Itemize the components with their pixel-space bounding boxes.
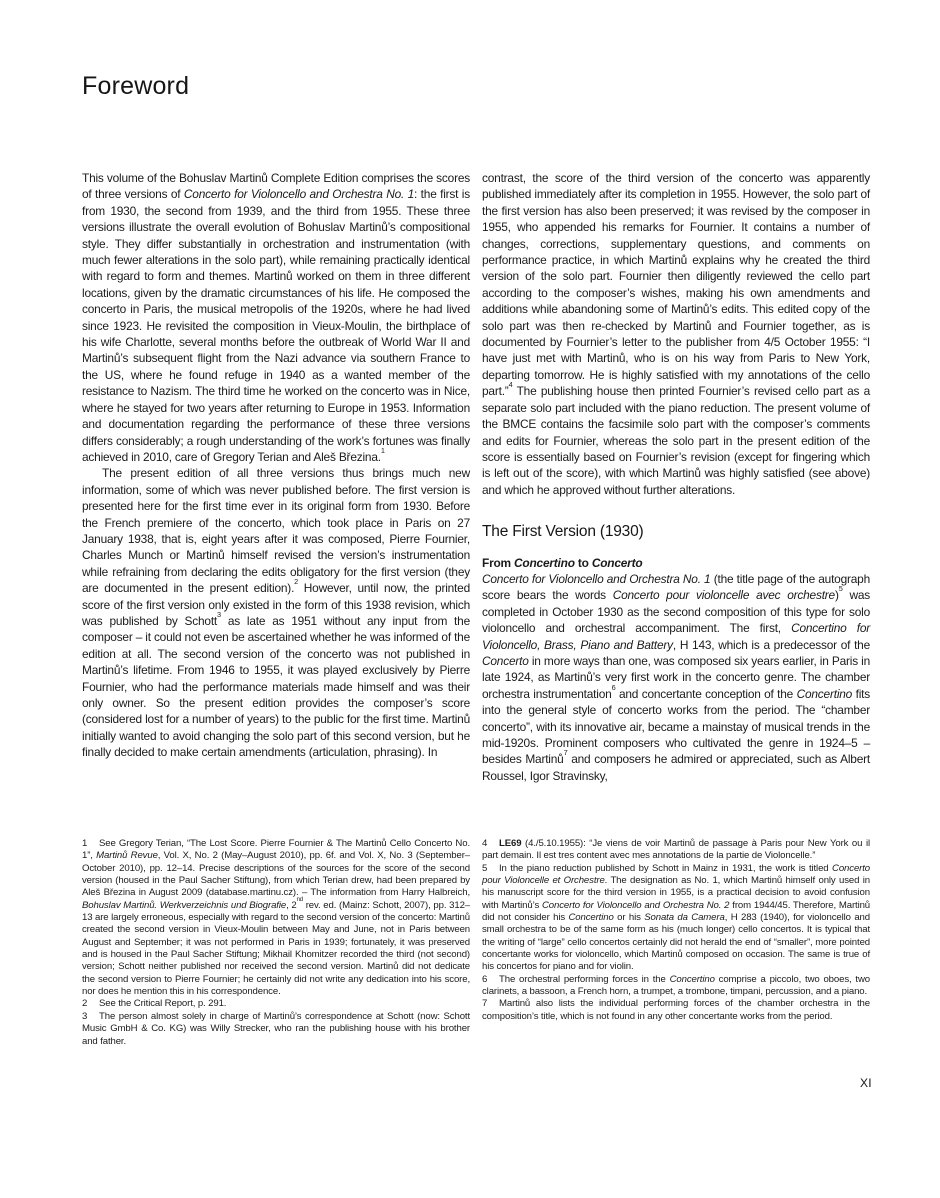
footnote-number: 4 bbox=[482, 838, 488, 849]
footnote bbox=[482, 974, 870, 999]
footnote-text: Martinů also lists the individual performing forces of the chamber orchestra in the composition’s title, which is not found in any other concertante works from the period. bbox=[482, 998, 870, 1022]
footnote-number: 6 bbox=[482, 973, 488, 985]
body-paragraph: This volume of the Bohuslav Martinů Complete Edition comprises the scores of three versions of Concerto for Violoncello and Orchestra No. 1: the first is from 1930, the second from 1939, and the third from 1955. These three versions illustrate the overall evolution of Bohuslav Martinů’s compositional style. They differ substantially in orchestration and instrumentation (with much fewer alterations in the solo part), while remaining practically identical with regard to form and themes. Martinů worked on them in three different locations, given by the dramatic circumstances of his life. He composed the concerto in Paris, the musical metropolis of the 1920s, where he had lived since 1923. He revisited the composition in Vieux-Moulin, the birthplace of his wife Charlotte, several months before the outbreak of World War II and Martinů’s subsequent flight from the Nazi advance via southern France to the US, where he found refuge in 1940 as a wanted member of the resistance to Nazism. The third time he worked on the concerto was in Nice, where he stayed for two years after returning to Europe in 1953. Information and documentation regarding the performance of these three versions differs considerably; a rough understanding of the work’s fortunes was finally achieved in 2010, care of Gregory Terian and Aleš Březina.$^1$ bbox=[82, 171, 470, 464]
footnote bbox=[482, 838, 870, 863]
footnote-number: 2 bbox=[82, 998, 88, 1010]
footnote-text: See the Critical Report, p. 291. bbox=[99, 998, 227, 1010]
right-column-footnotes bbox=[482, 838, 870, 1023]
body-paragraph: Concerto for Violoncello and Orchestra No. 1 (the title page of the autograph score bears the words Concerto pour violoncelle avec orchestre)$^5$ was completed in October 1930 as the second composition of this type for solo violoncello and orchestral accompaniment. The first, Concertino for Violoncello, Brass, Piano and Battery, H 143, which is a predecessor of the Concerto in more ways than one, was composed six years earlier, in Paris in late 1924, as Martinů’s very first work in the concerto genre. The chamber orchestra instrumentation$^6$ and concertante conception of the Concertino fits into the general style of concerto works from the period. The “chamber concerto”, with its innovative air, became a mainstay of musical trends in the mid-1920s. Prominent composers who cultivated the genre in 1924–5 – besides Martinů$^7$ and composers he admired or appreciated, such as Albert Roussel, Igor Stravinsky, bbox=[482, 571, 871, 783]
footnote-number: 1 bbox=[82, 838, 88, 849]
sub-heading: From Concertino to Concerto bbox=[482, 555, 643, 570]
footnote-text: The person almost solely in charge of Martinů’s correspondence at Schott (now: Schott Music GmbH & Co. KG) was Willy Strecker, who ran the publishing house with his brother and father. bbox=[82, 1010, 470, 1047]
footnote-text: The orchestral performing forces in the Concertino comprise a piccolo, two oboes, two clarinets, a bassoon, a French horn, a trumpet, a trombone, timpani, percussion, and a piano. bbox=[482, 973, 870, 998]
body-paragraph: contrast, the score of the third version of the concerto was apparently published immediately after its completion in 1955. However, the solo part of the first version has also been preserved; it was revised by the composer in 1955, who appended his remarks for Fournier. It contains a number of changes, corrections, supplementary questions, and comments on performance practice, in which Martinů explains why he created the third version of the solo part. Fournier then diligently reviewed the cello part according to the composer’s wishes, making his own amendments and additions while abandoning some of Martinů’s edits. This edited copy of the solo part was then re-checked by Martinů and Fournier together, as is documented by Fournier’s letter to the publisher from 4/5 October 1955: “I have just met with Martinů, who is on his way from Paris to New York, departing tomorrow. He is highly satisfied with my annotations of the cello part.”$^4$ The publishing house then printed Fournier’s revised cello part as a separate solo part included with the piano reduction. The present volume of the BMCE contains the facsimile solo part with the composer’s comments and edits for Fournier, whereas the solo part in the present edition of the score is essentially based on Fournier’s revision (except for fingering which is left out of the score), with which Martinů was highly satisfied (see above) and which he approved without further alterations. bbox=[482, 171, 870, 497]
left-column-footnotes bbox=[82, 838, 470, 1048]
footnote-number: 5 bbox=[482, 862, 488, 874]
footnote-number: 7 bbox=[482, 998, 488, 1010]
footnote-text: LE69 (4./5.10.1955): “Je viens de voir Martinů de passage à Paris pour New York ou il part demain. Il est tres content avec mes annotations de la partie de Violoncelle.” bbox=[482, 838, 870, 862]
right-column-body bbox=[482, 170, 870, 784]
footnote bbox=[82, 998, 470, 1010]
footnote bbox=[482, 863, 870, 974]
section-heading: The First Version (1930) bbox=[482, 523, 644, 541]
footnote bbox=[482, 998, 870, 1023]
page-number: XI bbox=[860, 1076, 872, 1090]
footnote bbox=[82, 838, 470, 998]
footnote bbox=[82, 1011, 470, 1048]
left-column-body bbox=[82, 170, 470, 761]
page-title: Foreword bbox=[82, 72, 190, 100]
footnote-number: 3 bbox=[82, 1010, 88, 1022]
body-paragraph: The present edition of all three versions thus brings much new information, some of which was never published before. The first version is presented here for the first time ever in its original form from 1930. Before the French premiere of the concerto, which took place in Paris on 27 January 1938, that is, eight years after it was composed, Pierre Fournier, Charles Munch or Martinů himself revised the version’s instrumentation while refraining from declaring the edits obligatory for the first version (they are documented in the present edition).$^2$ However, until now, the printed score of the first version only existed in the form of this 1938 revision, which was published by Schott$^3$ as late as 1951 without any input from the composer – it could not even be ascertained whether he was informed of the edition at all. The second version of the concerto was not published in Martinů’s lifetime. From 1946 to 1955, it was played exclusively by Pierre Fournier, who had the performance materials made himself and was their only owner. So the present edition provides the composer’s score (considered lost for a number of years) to the public for the first time. Martinů initially wanted to avoid changing the solo part of this second version, but he finally decided to make certain amendments (articulation, phrasing). In bbox=[82, 466, 470, 760]
footnote-text: In the piano reduction published by Schott in Mainz in 1931, the work is titled Concerto pour Violoncelle et Orchestre. The designation as No. 1, which Martinů himself only used in his manuscript score for the third version in 1955, is a practical decision to avoid confusion with Martinů’s Concerto for Violoncello and Orchestra No. 2 from 1944/45. Therefore, Martinů did not consider his Concertino or his Sonata da Camera, H 283 (1940), for violoncello and small orchestra to be of the same form as his (much longer) cello concertos. It is typical that the writing of “large” cello concertos certainly did not herald the end of “smaller”, more pointed concertante works for violoncello, which Martinů composed on occasion. The same is true of his concertos for piano and for violin. bbox=[482, 862, 871, 973]
footnote-text: See Gregory Terian, “The Lost Score. Pierre Fournier & The Martinů Cello Concerto No. 1”, Martinů Revue, Vol. X, No. 2 (May–August 2010), pp. 6f. and Vol. X, No. 3 (September–October 2010), pp. 12–14. Precise descriptions of the sources for the score of the second version (housed in the Paul Sacher Stiftung), from which Terian drew, had been prepared by Aleš Březina in August 2009 (database.martinu.cz). – The information from Harry Halbreich, Bohuslav Martinů. Werkverzeichnis und Biografie, 2nd rev. ed. (Mainz: Schott, 2007), pp. 312–13 are largely erroneous, especially with regard to the second version of the concerto: Martinů created the second version in Vieux-Moulin between May and June, not in Paris between August and September; it was not performed in Paris in 1939; fortunately, it was preserved and is housed in the Paul Sacher Stiftung; Mikhail Khomitzer recorded the third (not second) version; Schott neither published nor received the second version. Martinů did not dedicate the second version to Pierre Fournier; he certainly did not write any dedication into his score, nor does he mention this in his correspondence. bbox=[82, 838, 471, 998]
